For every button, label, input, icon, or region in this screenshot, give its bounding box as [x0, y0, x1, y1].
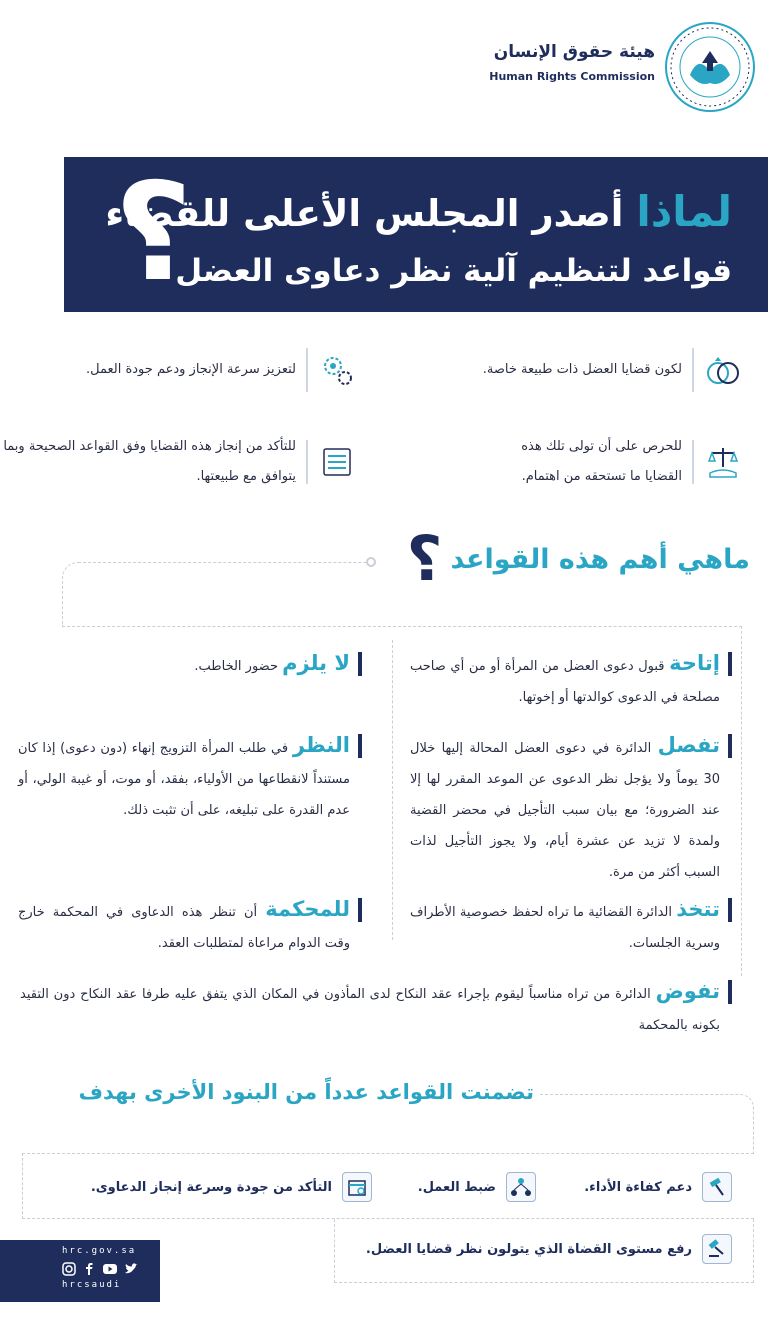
- rule-marker: [728, 898, 732, 922]
- rule-text: حضور الخاطب.: [194, 659, 278, 674]
- rules-title-row: [406, 522, 750, 595]
- connector-dot: [366, 557, 376, 567]
- divider: [692, 440, 694, 484]
- connector-line: [540, 1094, 754, 1154]
- reason-text: للحرص على أن تولى تلك هذه القضايا ما تستحقه من اهتمام.: [521, 439, 682, 484]
- rule-text: الدائرة في دعوى العضل المحالة إليها خلال 30 يوماً ولا يؤجل نظر الدعوى عن الموعد المقرر لها إلا عند الضرورة؛ مع بيان سبب التأجيل في محضر القضية ولمدة لا تزيد عن عشرة أيام، ولا يجوز التأجيل لذات السبب أكثر من مرة.: [410, 741, 720, 880]
- checklist-icon: [318, 443, 356, 481]
- reason-text: لتعزيز سرعة الإنجاز ودعم جودة العمل.: [85, 362, 296, 377]
- rules-section-title: ماهي أهم هذه القواعد: [450, 543, 750, 575]
- reason-text: لكون قضايا العضل ذات طبيعة خاصة.: [482, 362, 682, 377]
- goal-3: [91, 1172, 372, 1202]
- twitter-icon[interactable]: [124, 1262, 138, 1276]
- gavel-icon: [702, 1234, 732, 1264]
- goal-text: دعم كفاءة الأداء.: [584, 1179, 692, 1195]
- banner-line-1-text: أصدر المجلس الأعلى للقضاء: [105, 192, 624, 235]
- rule-6: [18, 894, 362, 959]
- goal-text: ضبط العمل.: [417, 1179, 496, 1195]
- banner-why: لماذا: [636, 187, 732, 236]
- calendar-icon: [342, 1172, 372, 1202]
- hammer-icon: [702, 1172, 732, 1202]
- connector-line: [741, 626, 742, 976]
- header: [489, 22, 755, 114]
- rule-keyword: تفوض: [655, 979, 720, 1003]
- connector-line: [62, 562, 370, 626]
- scales-hand-icon: [704, 443, 742, 481]
- rings-icon: [704, 351, 742, 389]
- rule-keyword: تتخذ: [676, 897, 721, 921]
- youtube-icon[interactable]: [102, 1262, 118, 1276]
- gears-icon: [318, 351, 356, 389]
- divider: [692, 348, 694, 392]
- rule-keyword: لا يلزم: [282, 651, 350, 675]
- banner-line-2: قواعد لتنظيم آلية نظر دعاوى العضل: [175, 253, 732, 289]
- column-divider: [392, 640, 393, 940]
- rule-marker: [358, 734, 362, 758]
- goals-title-row: [79, 1080, 534, 1104]
- reason-1: [422, 348, 742, 392]
- rule-text: أن تنظر هذه الدعاوى في المحكمة خارج وقت الدوام مراعاة لمتطلبات العقد.: [18, 905, 350, 951]
- reason-3: [482, 432, 742, 492]
- title-banner: [64, 154, 768, 312]
- rule-keyword: إتاحة: [669, 651, 720, 675]
- org-name-ar: هيئة حقوق الإنسان: [493, 42, 655, 62]
- footer-handle[interactable]: hrcsaudi: [62, 1280, 122, 1290]
- footer-site[interactable]: hrc.gov.sa: [62, 1246, 137, 1256]
- goal-4: [366, 1234, 732, 1264]
- rule-marker: [358, 898, 362, 922]
- rule-4: [18, 730, 362, 826]
- goal-1: [584, 1172, 732, 1202]
- connector-line: [62, 626, 742, 627]
- rule-5: [410, 894, 732, 959]
- rule-marker: [728, 980, 732, 1004]
- goal-text: رفع مستوى القضاة الذي يتولون نظر قضايا العضل.: [365, 1241, 692, 1257]
- banner-question-mark: ؟: [114, 154, 193, 311]
- rule-7: [20, 976, 732, 1041]
- rule-text: في طلب المرأة التزويج إنهاء (دون دعوى) إذا كان مستنداً لانقطاعها من الأولياء، بفقد، أو موت، أو غيبة الولي، أو عدم القدرة على تبليغه، على أن تثبت ذلك.: [18, 741, 350, 818]
- goal-2: [418, 1172, 536, 1202]
- rule-keyword: النظر: [292, 733, 350, 757]
- reason-4: [0, 432, 356, 492]
- divider: [306, 440, 308, 484]
- rule-text: الدائرة القضائية ما تراه لحفظ خصوصية الأطراف وسرية الجلسات.: [410, 905, 720, 951]
- reason-2: [0, 348, 356, 392]
- rule-keyword: تفصل: [657, 733, 720, 757]
- logo-emblem-icon: [668, 25, 752, 109]
- footer: [0, 1240, 160, 1302]
- instagram-icon[interactable]: [62, 1262, 76, 1276]
- rules-question-mark: ؟: [406, 522, 443, 595]
- rule-3: [410, 730, 732, 888]
- banner-line-1: [105, 187, 732, 236]
- facebook-icon[interactable]: [82, 1262, 96, 1276]
- goal-text: التأكد من جودة وسرعة إنجاز الدعاوى.: [90, 1179, 332, 1195]
- logo: [665, 22, 755, 112]
- rule-2: [18, 648, 362, 682]
- org-name-en: Human Rights Commission: [489, 70, 655, 83]
- rule-keyword: للمحكمة: [265, 897, 350, 921]
- network-icon: [506, 1172, 536, 1202]
- rule-marker: [358, 652, 362, 676]
- rule-text: قبول دعوى العضل من المرأة أو من أي صاحب مصلحة في الدعوى كوالدتها أو إخوتها.: [410, 659, 720, 705]
- rule-marker: [728, 652, 732, 676]
- rule-marker: [728, 734, 732, 758]
- rule-text: الدائرة من تراه مناسباً ليقوم بإجراء عقد النكاح لدى المأذون في المكان الذي يتفق عليه طرفا عقد النكاح دون التقيد بكونه بالمحكمة: [20, 987, 720, 1033]
- goals-section-title: تضمنت القواعد عدداً من البنود الأخرى بهدف: [78, 1080, 534, 1104]
- divider: [306, 348, 308, 392]
- rule-1: [410, 648, 732, 713]
- reason-text: للتأكد من إنجاز هذه القضايا وفق القواعد الصحيحة وبما يتوافق مع طبيعتها.: [3, 439, 296, 484]
- social-icons: [62, 1262, 138, 1276]
